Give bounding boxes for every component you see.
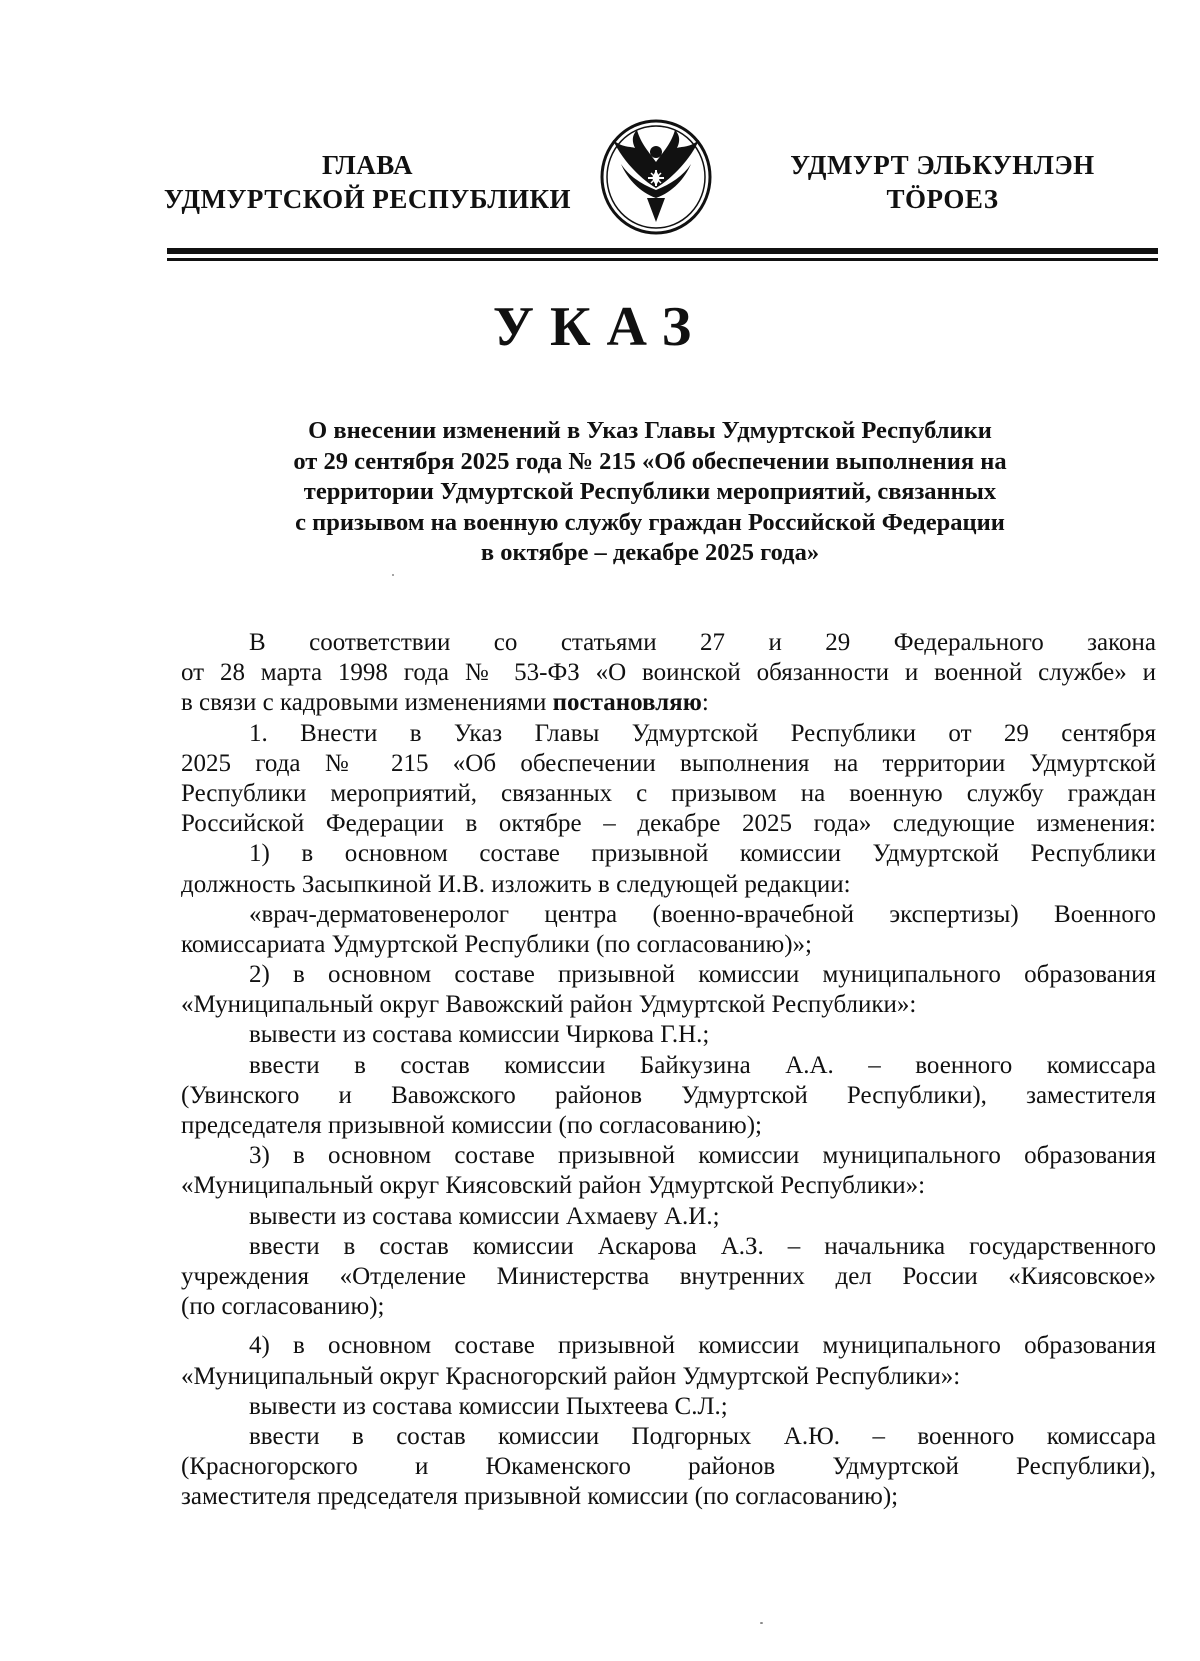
body-line: (Увинского и Вавожского районов Удмуртской Республики), заместителя xyxy=(181,1081,1156,1109)
body-line: (по согласованию); xyxy=(181,1293,385,1321)
body-line: председателя призывной комиссии (по согласованию); xyxy=(181,1112,762,1139)
header-left xyxy=(150,148,585,216)
body-line: (Красногорского и Юкаменского районов Удмуртской Республики), xyxy=(181,1453,1156,1481)
body-text: в связи с кадровыми изменениями xyxy=(181,689,553,717)
body-line: 2025 года № 215 «Об обеспечении выполнения на территории Удмуртской xyxy=(181,749,1156,777)
body-line: «Муниципальный округ Красногорский район Удмуртской Республики»: xyxy=(181,1362,961,1390)
header-left-line2: УДМУРТСКОЙ РЕСПУБЛИКИ xyxy=(163,184,572,214)
scan-speck xyxy=(392,574,394,576)
body-text: : xyxy=(701,689,709,717)
header-right xyxy=(760,148,1125,216)
subject-line: в октябре – декабре 2025 года» xyxy=(480,539,820,566)
header-rule-thick xyxy=(167,248,1158,254)
document-title: УКАЗ xyxy=(492,296,708,358)
body-line: ввести в состав комиссии Байкузина А.А. – военного комиссара xyxy=(249,1051,1156,1079)
body-line: 4) в основном составе призывной комиссии муниципального образования xyxy=(249,1332,1156,1360)
body-line: 3) в основном составе призывной комиссии муниципального образования xyxy=(249,1142,1156,1170)
subject-line: О внесении изменений в Указ Главы Удмуртской Республики xyxy=(308,417,992,444)
body-line: В соответствии со статьями 27 и 29 Федерального закона xyxy=(249,629,1156,656)
header-rule-thin xyxy=(167,258,1158,261)
body-line: «врач-дерматовенеролог центра (военно-врачебной экспертизы) Военного xyxy=(249,900,1156,928)
body-line: ввести в состав комиссии Подгорных А.Ю. – военного комиссара xyxy=(249,1422,1156,1450)
header-right-line1: УДМУРТ ЭЛЬКУНЛЭН xyxy=(790,150,1095,180)
body-line: Российской Федерации в октябре – декабре 2025 года» следующие изменения: xyxy=(181,810,1156,838)
body-line: 2) в основном составе призывной комиссии муниципального образования xyxy=(249,961,1156,989)
body-line: вывести из состава комиссии Пыхтеева С.Л.; xyxy=(249,1392,728,1420)
header-left-line1: ГЛАВА xyxy=(321,150,414,180)
document-subject xyxy=(180,416,1120,569)
scan-speck xyxy=(760,1622,763,1624)
keyword-postanovlyayu: постановляю xyxy=(552,689,702,717)
document-body xyxy=(181,628,1156,1512)
body-line: ввести в состав комиссии Аскарова А.З. – начальника государственного xyxy=(249,1232,1156,1260)
body-line xyxy=(181,688,1156,718)
udmurt-coat-of-arms-icon xyxy=(599,118,713,236)
body-line: вывести из состава комиссии Ахмаеву А.И.; xyxy=(249,1202,720,1230)
body-line: 1) в основном составе призывной комиссии Удмуртской Республики xyxy=(249,840,1156,868)
subject-line: от 29 сентября 2025 года № 215 «Об обеспечении выполнения на xyxy=(293,447,1007,475)
body-line: комиссариата Удмуртской Республики (по согласованию)»; xyxy=(181,930,812,958)
body-line: «Муниципальный округ Вавожский район Удмуртской Республики»: xyxy=(181,991,917,1019)
subject-line: с призывом на военную службу граждан Российской Федерации xyxy=(295,508,1005,536)
body-line: от 28 марта 1998 года № 53-ФЗ «О воинской обязанности и военной службе» и xyxy=(181,659,1156,687)
body-line: Республики мероприятий, связанных с призывом на военную службу граждан xyxy=(181,779,1156,807)
subject-line: территории Удмуртской Республики мероприятий, связанных xyxy=(303,478,997,505)
paragraph-gap xyxy=(181,1322,1156,1331)
body-line: учреждения «Отделение Министерства внутренних дел России «Киясовское» xyxy=(181,1262,1156,1290)
body-line: 1. Внести в Указ Главы Удмуртской Республики от 29 сентября xyxy=(249,719,1156,747)
body-line: вывести из состава комиссии Чиркова Г.Н.; xyxy=(249,1021,710,1049)
body-line: «Муниципальный округ Киясовский район Удмуртской Республики»: xyxy=(181,1172,926,1200)
body-line: заместителя председателя призывной комиссии (по согласованию); xyxy=(181,1483,899,1511)
header-right-line2: ТӦРОЕЗ xyxy=(886,184,999,214)
body-line: должность Засыпкиной И.В. изложить в следующей редакции: xyxy=(181,870,851,898)
